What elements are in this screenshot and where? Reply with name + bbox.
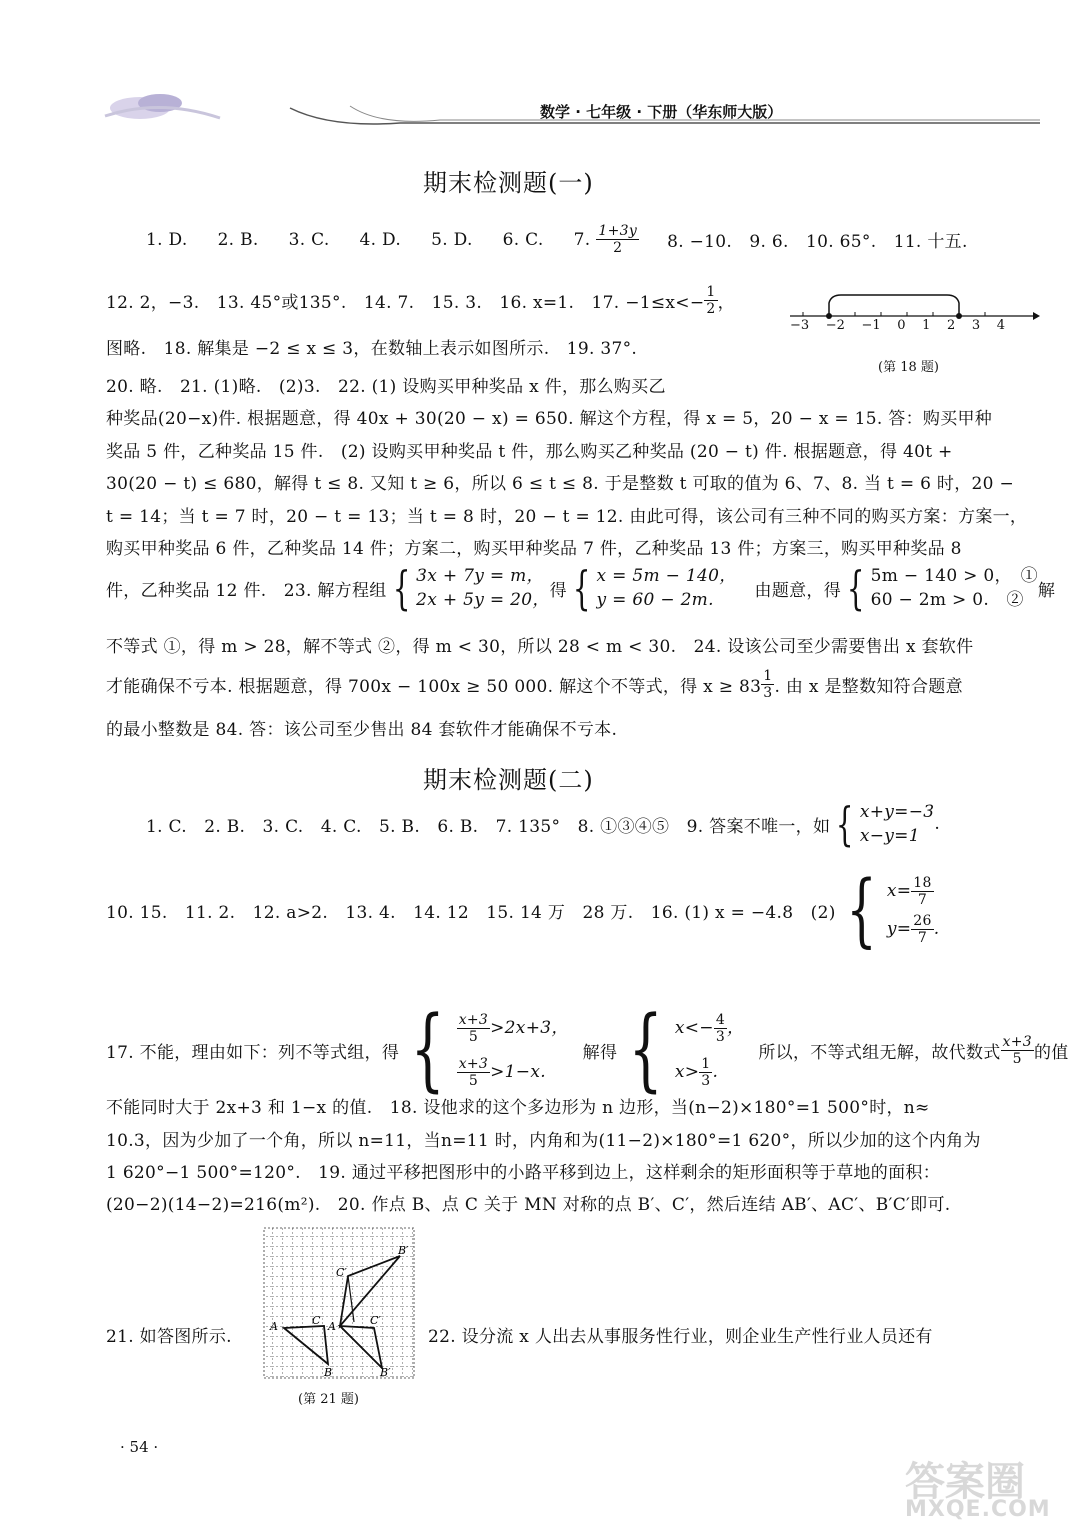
s2-q17-text-d: 的值 — [1033, 1042, 1069, 1063]
line12-text-a: 才能确保不亏本. 根据题意，得 700x − 100x ≥ 50 000. 解这个不等式，得 x ≥ 83 — [106, 677, 762, 697]
answer-line-9: 购买甲种奖品 6 件，乙种奖品 14 件；方案二，购买甲种奖品 7 件，乙种奖品 13 件；方案三，购买甲种奖品 8 — [106, 539, 962, 559]
line10-text-b: 得 — [549, 580, 567, 601]
tick-label: 1 — [922, 318, 931, 333]
answer-3: 3. C. — [288, 229, 330, 250]
tick-label: 0 — [897, 318, 906, 333]
number-line-figure — [785, 283, 1040, 343]
line2-tail: ， — [717, 293, 735, 313]
watermark-logo: 答案圈 — [905, 1459, 1025, 1505]
fraction-q17: $\frac{1}{2}$ — [706, 284, 716, 317]
tick-label: −1 — [861, 318, 881, 333]
answer-line-s2-2 — [106, 863, 940, 956]
answer-2: 2. B. — [217, 229, 259, 250]
fraction-expr: $\frac{x+3}{5}$ — [1002, 1033, 1032, 1067]
answer-line-s2-7: (20−2)(14−2)=216(m²). 20. 作点 B、点 C 关于 MN 对称的点 B′、C′，然后连结 AB′、AC′、B′C′即可. — [106, 1195, 951, 1215]
number-line-labels — [790, 318, 1005, 333]
s2-answers-1-9: 1. C. 2. B. 3. C. 4. C. 5. B. 6. B. 7. 135° 8. ①③④⑤ 9. 答案不唯一，如 — [146, 816, 831, 837]
tick-label: −2 — [825, 318, 845, 333]
inequality-system-q17: { $\frac{x+3}{5}$ >2x+3， $\frac{x+3}{5}$ >1−x. — [410, 997, 569, 1102]
equation-system-2: { x = 5m − 140， y = 60 − 2m. — [572, 561, 737, 615]
solution-system-q17: { x<− $\frac{4}{3}$ ， x> $\frac{1}{3}$ . — [628, 997, 745, 1102]
header-book-title: 数学 · 七年级 · 下册（华东师大版） — [540, 103, 783, 121]
figure-caption-18: (第 18 题) — [878, 360, 939, 375]
line12-text-b: . 由 x 是整数知符合题意 — [774, 677, 963, 697]
answer-line-s2-1 — [146, 797, 941, 851]
answer-5: 5. D. — [431, 229, 473, 250]
section-title-1: 期末检测题(一) — [423, 169, 594, 197]
s2-q17-text-b: 解得 — [582, 1042, 618, 1063]
label-C-prime: C′ — [370, 1314, 381, 1327]
inequality-system-1: { 5m − 140 > 0， ① 60 − 2m > 0. ② — [846, 561, 1038, 615]
line10-text-c: 由题意，得 — [754, 580, 842, 601]
answers-8-11: 8. −10. 9. 6. 10. 65°. 11. 十五. — [667, 232, 968, 252]
watermark-url: MXQE.COM — [905, 1497, 1051, 1522]
line10-text-a: 件，乙种奖品 12 件. 23. 解方程组 — [106, 580, 387, 601]
s2-q17-text-c: 所以，不等式组无解，故代数式 — [758, 1042, 1001, 1063]
label-B: B — [324, 1366, 333, 1379]
answer-line-3: 图略. 18. 解集是 −2 ≤ x ≤ 3，在数轴上表示如图所示. 19. 37°. — [106, 339, 638, 359]
answer-line-s2-8a: 21. 如答图所示. — [106, 1327, 232, 1347]
answer-line-8: t = 14；当 t = 7 时，20 − t = 13；当 t = 8 时，20 − t = 12. 由此可得，该公司有三种不同的购买方案：方案一， — [106, 507, 1028, 527]
tick-label: 2 — [946, 318, 956, 333]
answer-1: 1. D. — [146, 229, 188, 250]
fraction-83-third: $\frac{1}{3}$ — [763, 668, 773, 701]
line10-text-d: 解 — [1037, 580, 1056, 601]
answer-line-11: 不等式 ①，得 m > 28，解不等式 ②，得 m < 30，所以 28 < m < 30. 24. 设该公司至少需要售出 x 套软件 — [106, 637, 974, 657]
answer-line-1 — [146, 223, 968, 256]
answer-4: 4. D. — [359, 229, 402, 250]
label-A: A — [270, 1320, 278, 1333]
answers-12-17: 12. 2，−3. 13. 45°或135°. 14. 7. 15. 3. 16. x=1. 17. −1≤x<− — [106, 293, 705, 313]
fraction-q7: $\frac{1+3y}{2}$ — [598, 223, 638, 256]
equation-system-1: { 3x + 7y = m， 2x + 5y = 20， — [392, 561, 550, 615]
answer-line-10 — [106, 561, 1056, 615]
s2-q17-text-a: 17. 不能，理由如下：列不等式组，得 — [106, 1042, 400, 1063]
tick-label: 4 — [996, 318, 1005, 333]
tick-label: 3 — [971, 318, 981, 333]
answer-line-4: 20. 略. 21. (1)略. (2)3. 22. (1) 设购买甲种奖品 x 件，那么购买乙 — [106, 377, 666, 397]
tick-label: −3 — [790, 318, 810, 333]
solution-system-q16: { x= $\frac{18}{7}$ y= $\frac{26}{7}$ . — [845, 863, 940, 956]
s2-answers-10-16: 10. 15. 11. 2. 12. a>2. 13. 4. 14. 12 15. 14 万 28 万. 16. (1) x = −4.8 (2) — [106, 902, 836, 923]
answer-line-5: 种奖品(20−x)件. 根据题意，得 40x + 30(20 − x) = 650. 解这个方程，得 x = 5，20 − x = 15. 答：购买甲种 — [106, 409, 993, 429]
answer-line-s2-4: 不能同时大于 2x+3 和 1−x 的值. 18. 设他求的这个多边形为 n 边形，当(n−2)×180°=1 500°时，n≈ — [106, 1098, 930, 1118]
solution-range-bracket — [829, 295, 959, 316]
label-A2: A — [328, 1320, 336, 1333]
answer-line-2 — [106, 284, 735, 317]
section-title-2: 期末检测题(二) — [423, 766, 594, 794]
answer-line-s2-3 — [106, 997, 1069, 1102]
s2-line1-end: . — [934, 814, 941, 834]
answer-7: 7. — [573, 229, 591, 250]
answer-line-s2-8b: 22. 设分流 x 人出去从事服务性行业，则企业生产性行业人员还有 — [428, 1327, 933, 1347]
equation-system-q9: { x+y=−3 x−y=1 — [836, 797, 935, 851]
answer-6: 6. C. — [502, 229, 544, 250]
answer-line-s2-5: 10.3，因为少加了一个角，所以 n=11，当n=11 时，内角和为(11−2)×180°=1 620°，所以少加的这个内角为 — [106, 1131, 981, 1151]
label-C: C — [312, 1314, 321, 1327]
label-B-prime: B′ — [380, 1366, 391, 1379]
answer-line-12 — [106, 668, 963, 701]
figure-21-grid — [262, 1226, 420, 1382]
answer-line-6: 奖品 5 件，乙种奖品 15 件. (2) 设购买甲种奖品 t 件，那么购买乙种奖品 (20 − t) 件. 根据题意，得 40t + — [106, 442, 953, 462]
page-number: · 54 · — [120, 1438, 159, 1456]
label-C-prime-upper: C′ — [336, 1266, 347, 1279]
answer-line-7: 30(20 − t) ≤ 680，解得 t ≤ 8. 又知 t ≥ 6，所以 6 ≤ t ≤ 8. 于是整数 t 可取的值为 6、7、8. 当 t = 6 时，20 − — [106, 474, 1014, 494]
answer-line-13: 的最小整数是 84. 答：该公司至少售出 84 套软件才能确保不亏本. — [106, 720, 618, 740]
answer-line-s2-6: 1 620°−1 500°=120°. 19. 通过平移把图形中的小路平移到边上，这样剩余的矩形面积等于草地的面积： — [106, 1163, 941, 1183]
figure-caption-21: (第 21 题) — [298, 1392, 359, 1407]
label-B-prime-upper: B′ — [398, 1244, 409, 1257]
